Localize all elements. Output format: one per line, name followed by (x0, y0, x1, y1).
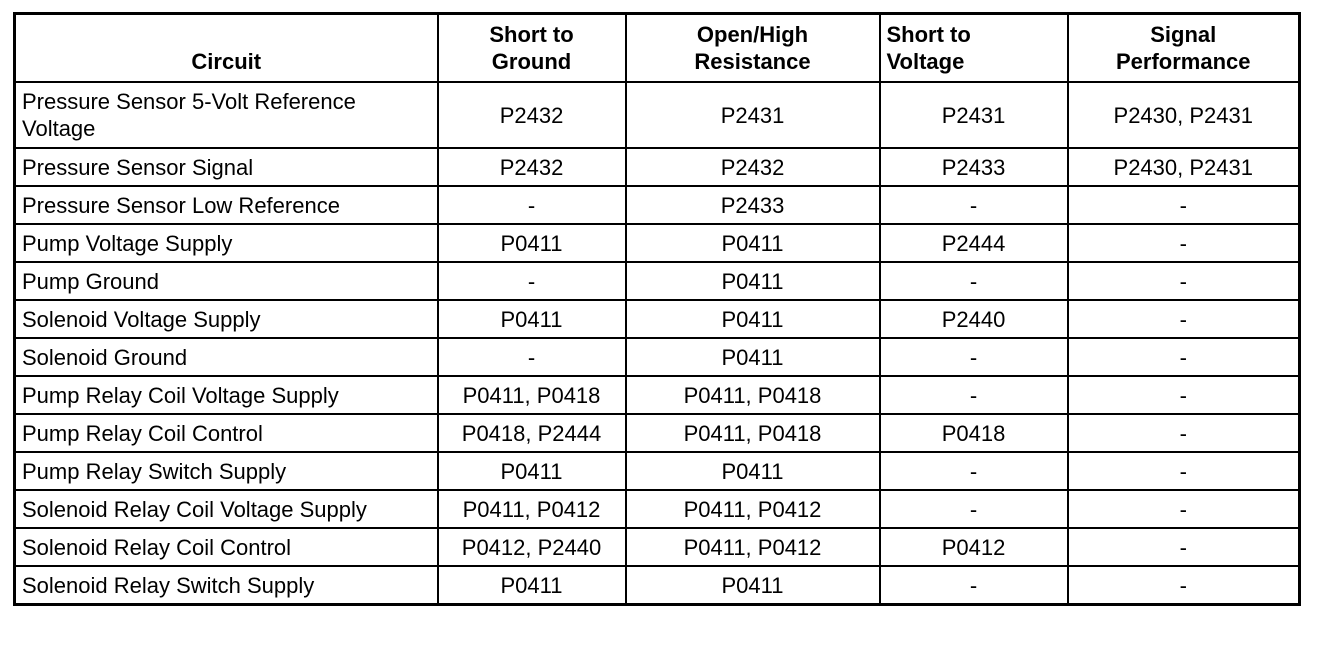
cell-signal-performance: - (1068, 490, 1300, 528)
table-row (15, 186, 1300, 224)
cell-open-high-resistance: P0411, P0412 (626, 490, 880, 528)
cell-signal-performance: P2430, P2431 (1068, 82, 1300, 148)
table-row (15, 300, 1300, 338)
cell-open-high-resistance: P0411 (626, 452, 880, 490)
cell-short-to-ground: P2432 (438, 82, 626, 148)
cell-open-high-resistance: P0411 (626, 566, 880, 605)
cell-short-to-voltage: - (880, 452, 1068, 490)
header-row (15, 14, 1300, 83)
cell-short-to-ground: P0411 (438, 566, 626, 605)
cell-circuit: Solenoid Ground (15, 338, 438, 376)
table-row (15, 414, 1300, 452)
cell-circuit: Pressure Sensor Low Reference (15, 186, 438, 224)
cell-open-high-resistance: P2432 (626, 148, 880, 186)
dtc-table-container (13, 12, 1301, 606)
cell-open-high-resistance: P0411, P0412 (626, 528, 880, 566)
cell-circuit: Pump Relay Switch Supply (15, 452, 438, 490)
dtc-table (13, 12, 1301, 606)
cell-open-high-resistance: P0411 (626, 300, 880, 338)
cell-signal-performance: - (1068, 376, 1300, 414)
cell-open-high-resistance: P2433 (626, 186, 880, 224)
table-row (15, 224, 1300, 262)
cell-open-high-resistance: P0411, P0418 (626, 376, 880, 414)
cell-circuit: Pump Relay Coil Control (15, 414, 438, 452)
cell-open-high-resistance: P0411 (626, 224, 880, 262)
cell-short-to-voltage: - (880, 186, 1068, 224)
cell-open-high-resistance: P0411 (626, 262, 880, 300)
cell-open-high-resistance: P2431 (626, 82, 880, 148)
cell-short-to-voltage: - (880, 490, 1068, 528)
cell-circuit: Solenoid Relay Switch Supply (15, 566, 438, 605)
cell-signal-performance: - (1068, 224, 1300, 262)
cell-short-to-ground: P2432 (438, 148, 626, 186)
cell-short-to-voltage: P0412 (880, 528, 1068, 566)
header-open-high-resistance: Open/High Resistance (626, 14, 880, 83)
cell-open-high-resistance: P0411 (626, 338, 880, 376)
cell-signal-performance: - (1068, 262, 1300, 300)
table-row (15, 338, 1300, 376)
cell-circuit: Solenoid Voltage Supply (15, 300, 438, 338)
cell-short-to-voltage: - (880, 338, 1068, 376)
table-row (15, 82, 1300, 148)
cell-short-to-voltage: P2433 (880, 148, 1068, 186)
cell-short-to-voltage: - (880, 262, 1068, 300)
table-row (15, 452, 1300, 490)
cell-signal-performance: - (1068, 566, 1300, 605)
cell-short-to-ground: - (438, 262, 626, 300)
cell-short-to-voltage: - (880, 376, 1068, 414)
cell-short-to-voltage: P2431 (880, 82, 1068, 148)
cell-short-to-voltage: P0418 (880, 414, 1068, 452)
table-row (15, 148, 1300, 186)
cell-signal-performance: - (1068, 186, 1300, 224)
table-body (15, 82, 1300, 605)
cell-circuit: Pump Voltage Supply (15, 224, 438, 262)
header-short-to-voltage: Short to Voltage (880, 14, 1068, 83)
cell-short-to-voltage: - (880, 566, 1068, 605)
table-row (15, 566, 1300, 605)
cell-circuit: Pump Ground (15, 262, 438, 300)
cell-short-to-voltage: P2444 (880, 224, 1068, 262)
header-signal-performance: Signal Performance (1068, 14, 1300, 83)
table-row (15, 376, 1300, 414)
cell-signal-performance: - (1068, 338, 1300, 376)
cell-signal-performance: - (1068, 528, 1300, 566)
cell-circuit: Solenoid Relay Coil Voltage Supply (15, 490, 438, 528)
cell-circuit: Solenoid Relay Coil Control (15, 528, 438, 566)
cell-signal-performance: - (1068, 452, 1300, 490)
cell-signal-performance: - (1068, 300, 1300, 338)
cell-circuit: Pump Relay Coil Voltage Supply (15, 376, 438, 414)
table-row (15, 490, 1300, 528)
cell-short-to-ground: - (438, 186, 626, 224)
cell-short-to-ground: P0411, P0412 (438, 490, 626, 528)
cell-short-to-ground: P0411 (438, 452, 626, 490)
cell-signal-performance: P2430, P2431 (1068, 148, 1300, 186)
cell-short-to-ground: - (438, 338, 626, 376)
table-row (15, 528, 1300, 566)
table-row (15, 262, 1300, 300)
cell-short-to-ground: P0418, P2444 (438, 414, 626, 452)
cell-short-to-voltage: P2440 (880, 300, 1068, 338)
cell-short-to-ground: P0411, P0418 (438, 376, 626, 414)
cell-short-to-ground: P0411 (438, 300, 626, 338)
cell-signal-performance: - (1068, 414, 1300, 452)
header-circuit: Circuit (15, 14, 438, 83)
cell-short-to-ground: P0412, P2440 (438, 528, 626, 566)
cell-short-to-ground: P0411 (438, 224, 626, 262)
header-short-to-ground: Short to Ground (438, 14, 626, 83)
cell-open-high-resistance: P0411, P0418 (626, 414, 880, 452)
cell-circuit: Pressure Sensor 5-Volt Reference Voltage (15, 82, 438, 148)
cell-circuit: Pressure Sensor Signal (15, 148, 438, 186)
